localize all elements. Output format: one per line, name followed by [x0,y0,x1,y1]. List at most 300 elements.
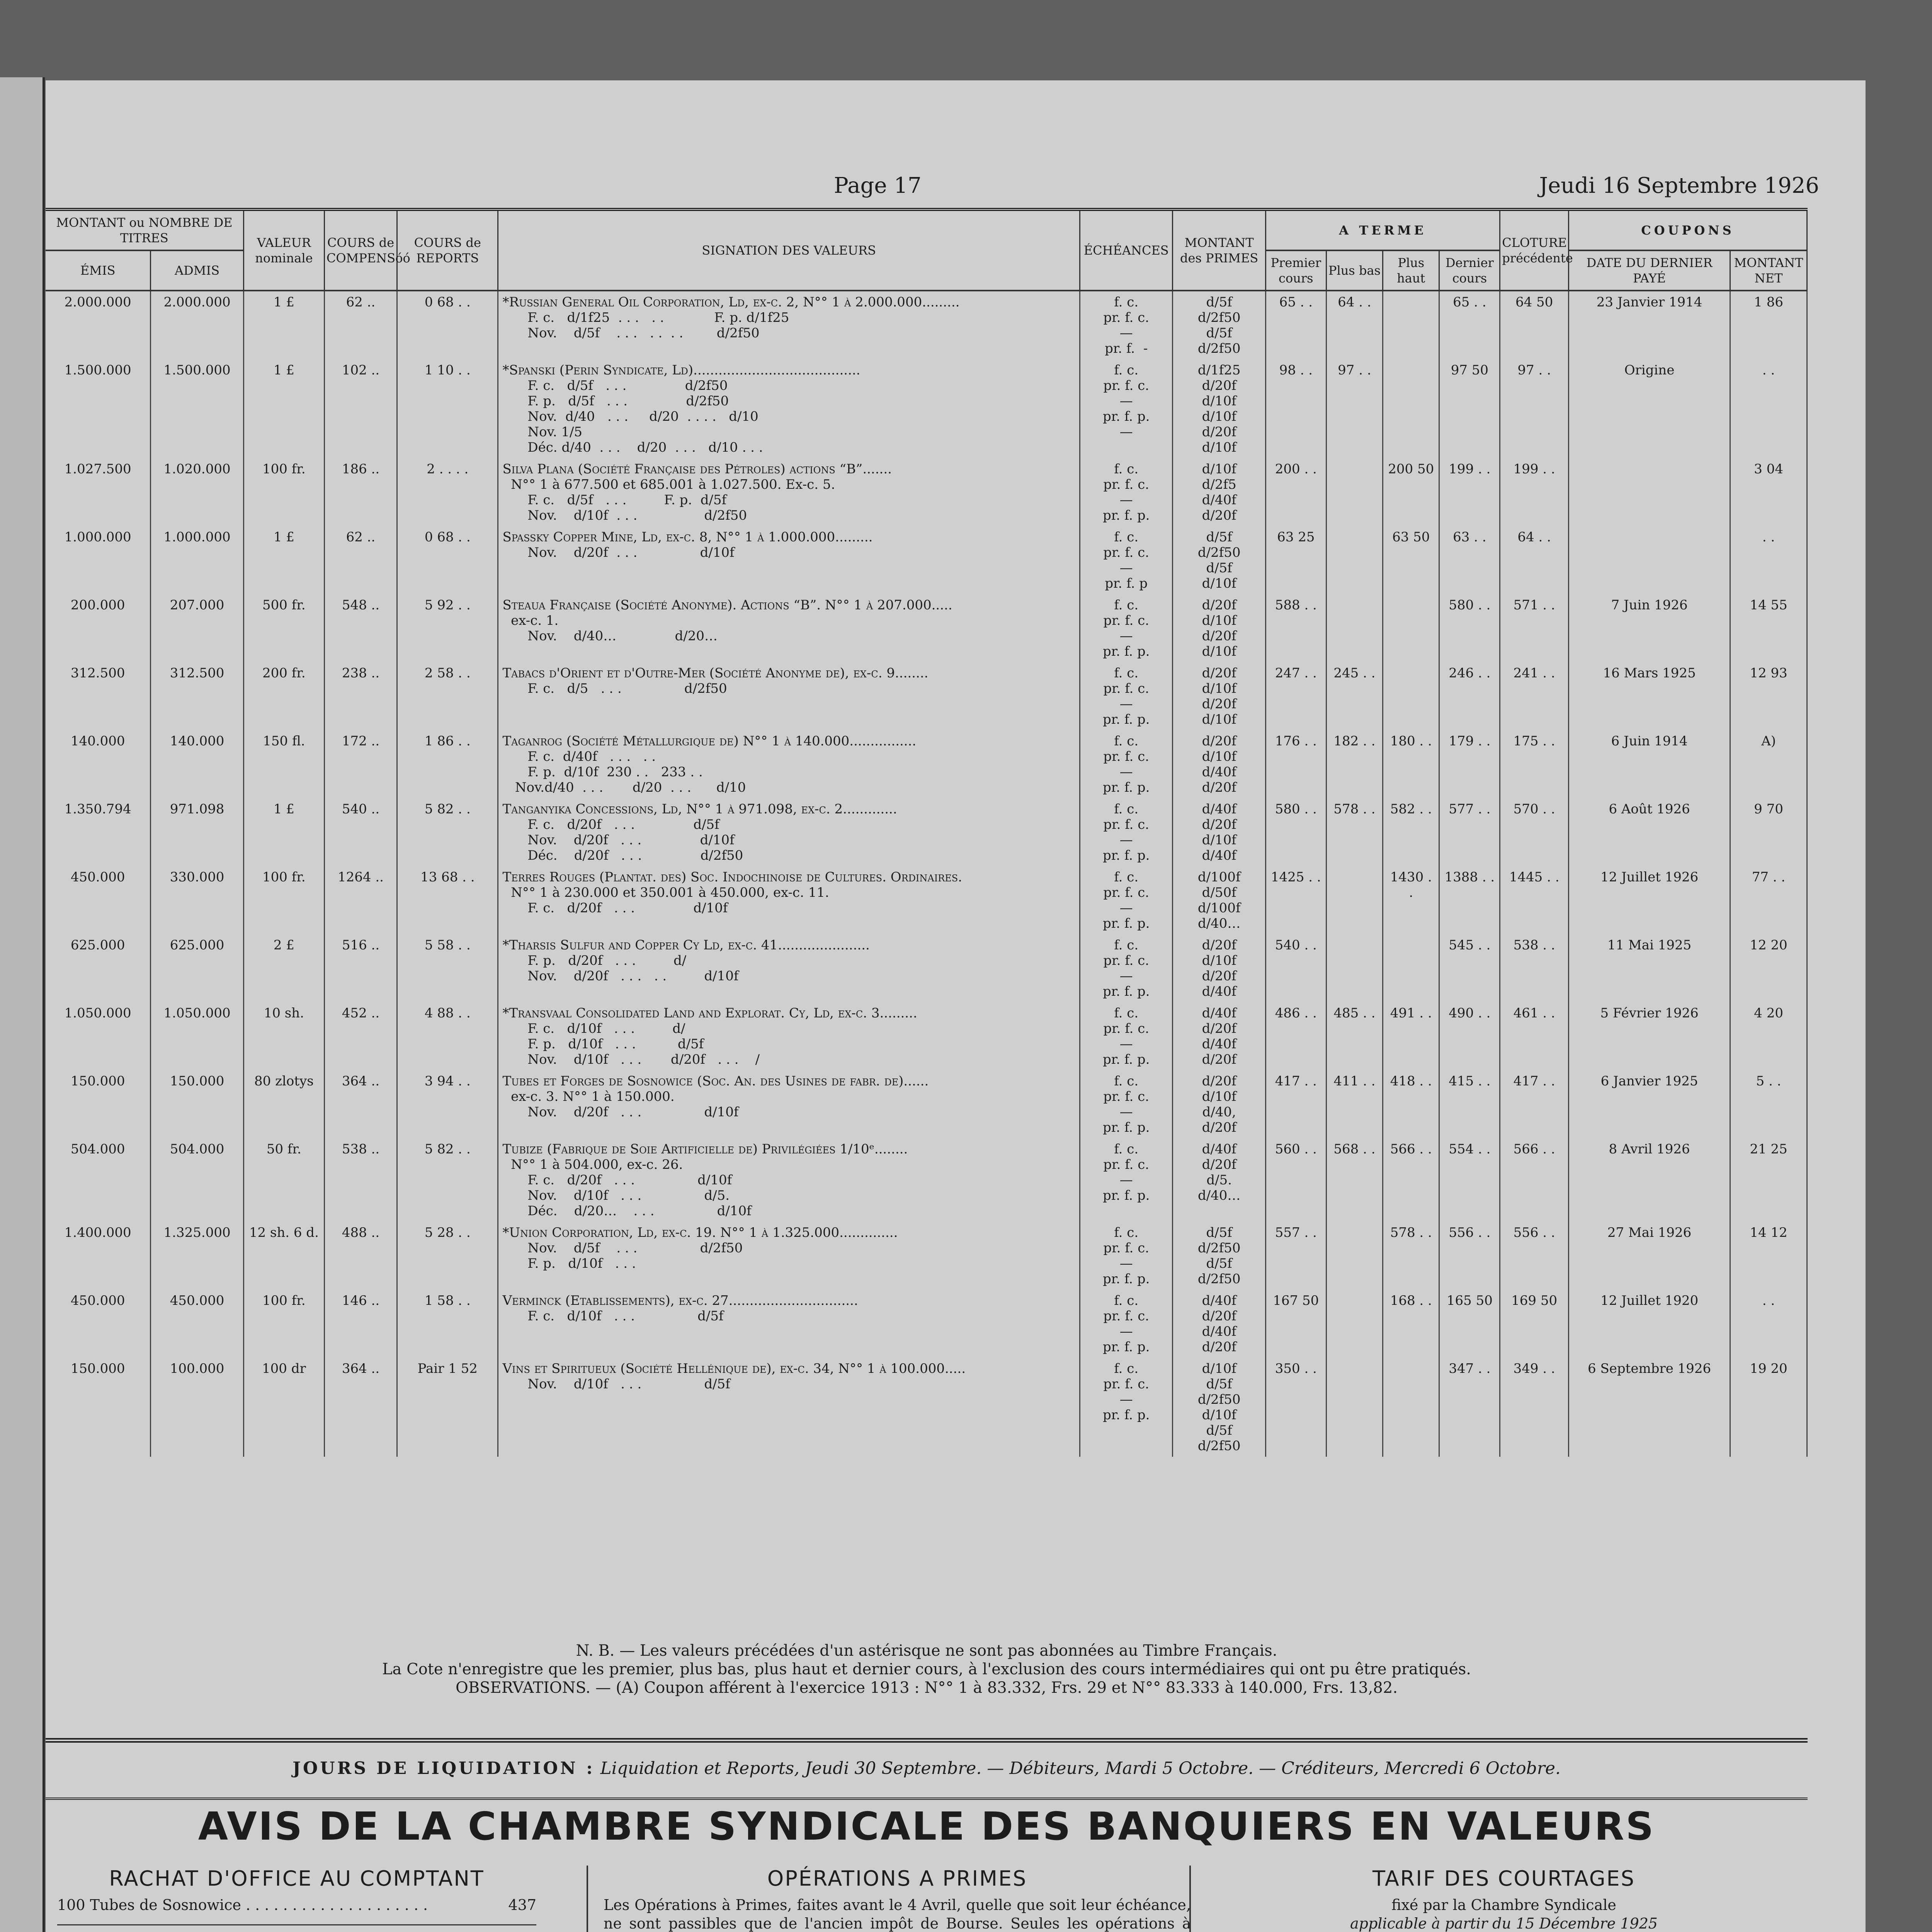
col-cloture: CLOTURE précédente [1500,211,1569,291]
cell-reports: 5 58 . . [397,934,498,1002]
cell-plus-bas [1326,594,1383,662]
cell-compens: 102 .. [324,359,397,458]
cell-emis: 625.000 [46,934,151,1002]
cell-primes: d/5f d/2f50 d/5f d/2f50 [1173,291,1265,359]
security-name: *Spanski (Perin Syndicate, Ld)........................................ [502,362,861,378]
cell-valeur: 1 £ [243,291,324,359]
cell-admis: 971.098 [151,798,243,866]
col-montant-nombre: MONTANT ou NOMBRE DE TITRES [46,211,243,250]
security-details: ex-c. 1. Nov. d/40… d/20… [511,613,718,644]
cell-valeur: 100 fr. [243,866,324,934]
cell-admis: 625.000 [151,934,243,1002]
cell-plus-bas: 245 . . [1326,662,1383,730]
cell-cloture: 461 . . [1500,1002,1569,1070]
security-name: Vins et Spiritueux (Société Hellénique de), ex-c. 34, N°° 1 à 100.000..... [502,1361,966,1376]
cell-montant-net: . . [1730,526,1807,594]
cell-emis: 1.500.000 [46,359,151,458]
cell-valeur: 50 fr. [243,1138,324,1222]
cell-primes: d/1f25 d/20f d/10f d/10f d/20f d/10f [1173,359,1265,458]
cell-date-coupon: 11 Mai 1925 [1569,934,1730,1002]
table-row [46,1290,1807,1358]
cell-plus-haut: 168 . . [1383,1290,1439,1358]
rachat-line-text: 100 Tubes de Sosnowice . . . . . . . . . . . . . . . . . . . . [57,1896,428,1913]
cell-emis: 312.500 [46,662,151,730]
col-montant-net: MONTANT NET [1730,250,1807,291]
table-row [46,1222,1807,1290]
primes-title: OPÉRATIONS A PRIMES [767,1866,1027,1891]
cell-plus-haut [1383,291,1439,359]
column-courtages [1189,1866,1801,1932]
cell-valeur: 100 dr [243,1358,324,1457]
cell-plus-bas [1326,934,1383,1002]
page-date: Jeudi 16 Septembre 1926 [1539,173,1819,198]
col-admis: ADMIS [151,250,243,291]
security-name: Tabacs d'Orient et d'Outre-Mer (Société Anonyme de), ex-c. 9........ [502,665,929,681]
cell-admis: 140.000 [151,730,243,798]
cell-primes: d/10f d/2f5 d/40f d/20f [1173,458,1265,526]
security-name: Taganrog (Société Métallurgique de) N°° 1 à 140.000................ [502,733,917,749]
cell-plus-haut: 566 . . [1383,1138,1439,1222]
security-name: Steaua Française (Société Anonyme). Actions “B”. N°° 1 à 207.000..... [502,597,952,613]
table-row [46,594,1807,662]
avis-chambre-title: AVIS DE LA CHAMBRE SYNDICALE DES BANQUIERS EN VALEURS [198,1804,1655,1849]
cell-signation [498,934,1080,1002]
cell-montant-net: 12 93 [1730,662,1807,730]
cell-montant-net: . . [1730,359,1807,458]
cell-premier: 350 . . [1265,1358,1326,1457]
cell-admis: 504.000 [151,1138,243,1222]
cell-echeances: f. c. pr. f. c. — pr. f. p. [1080,1222,1173,1290]
cell-montant-net: 19 20 [1730,1358,1807,1457]
cell-admis: 150.000 [151,1070,243,1138]
cell-emis: 450.000 [46,1290,151,1358]
cell-plus-bas [1326,526,1383,594]
security-details: N°° 1 à 677.500 et 685.001 à 1.027.500. Ex-c. 5. F. c. d/5f . . . F. p. d/5f Nov. d/10f . . . d/2f50 [511,477,835,523]
col-coupons: COUPONS [1569,211,1807,250]
cell-signation [498,1138,1080,1222]
cell-admis: 330.000 [151,866,243,934]
liquidation-banner [46,1738,1808,1800]
cell-plus-bas: 411 . . [1326,1070,1383,1138]
cell-echeances: f. c. pr. f. c. — pr. f. p. [1080,662,1173,730]
cell-admis: 1.325.000 [151,1222,243,1290]
cell-emis: 1.027.500 [46,458,151,526]
cell-signation [498,1358,1080,1457]
cell-primes: d/20f d/10f d/40f d/20f [1173,730,1265,798]
table-row [46,730,1807,798]
col-premier: Premier cours [1265,250,1326,291]
cell-signation [498,1222,1080,1290]
col-plus-bas: Plus bas [1326,250,1383,291]
table-row [46,662,1807,730]
cell-emis: 1.000.000 [46,526,151,594]
cell-dernier: 415 . . [1439,1070,1500,1138]
security-details: N°° 1 à 504.000, ex-c. 26. F. c. d/20f . . . d/10f Nov. d/10f . . . d/5. Déc. d/20… . . . d/10f [511,1157,752,1219]
cell-valeur: 500 fr. [243,594,324,662]
cell-reports: 1 58 . . [397,1290,498,1358]
cell-primes: d/5f d/2f50 d/5f d/10f [1173,526,1265,594]
previous-page-edge [0,77,45,1932]
cell-reports: 2 58 . . [397,662,498,730]
cell-plus-haut: 578 . . [1383,1222,1439,1290]
cell-signation [498,594,1080,662]
cell-premier: 176 . . [1265,730,1326,798]
table-row [46,458,1807,526]
cell-montant-net: 5 . . [1730,1070,1807,1138]
col-echeances: ÉCHÉANCES [1080,211,1173,291]
cell-admis: 450.000 [151,1290,243,1358]
cell-plus-bas: 97 . . [1326,359,1383,458]
security-name: Spassky Copper Mine, Ld, ex-c. 8, N°° 1 à 1.000.000......... [502,529,873,545]
rachat-line-value: 437 [508,1896,536,1913]
rachat-line [57,1896,536,1914]
cell-echeances: f. c. pr. f. c. — pr. f. p. [1080,730,1173,798]
cell-emis: 150.000 [46,1358,151,1457]
cell-emis: 140.000 [46,730,151,798]
liquidation-text: Liquidation et Reports, Jeudi 30 Septembre. — Débiteurs, Mardi 5 Octobre. — Créditeurs, Mercredi 6 Octobre. [600,1759,1561,1778]
cell-premier: 560 . . [1265,1138,1326,1222]
col-a-terme: A TERME [1265,211,1500,250]
cell-signation [498,1070,1080,1138]
cell-plus-haut [1383,934,1439,1002]
newspaper-page [46,80,1866,1932]
cell-dernier: 580 . . [1439,594,1500,662]
cell-dernier: 63 . . [1439,526,1500,594]
table-row [46,866,1807,934]
security-details: F. c. d/5 . . . d/2f50 [502,681,727,696]
security-name: Terres Rouges (Plantat. des) Soc. Indochinoise de Cultures. Ordinaires. [502,869,963,885]
cell-emis: 2.000.000 [46,291,151,359]
cell-compens: 364 .. [324,1358,397,1457]
cell-montant-net: 14 55 [1730,594,1807,662]
cell-compens: 62 .. [324,526,397,594]
cell-montant-net: 9 70 [1730,798,1807,866]
cell-dernier: 179 . . [1439,730,1500,798]
cell-signation [498,526,1080,594]
cell-primes: d/40f d/20f d/40f d/20f [1173,1002,1265,1070]
cell-cloture: 175 . . [1500,730,1569,798]
cell-compens: 238 .. [324,662,397,730]
cell-compens: 488 .. [324,1222,397,1290]
cell-dernier: 97 50 [1439,359,1500,458]
security-details: Nov. d/5f . . . d/2f50 F. p. d/10f . . . [527,1240,743,1271]
cell-cloture: 349 . . [1500,1358,1569,1457]
cell-premier: 200 . . [1265,458,1326,526]
cell-emis: 200.000 [46,594,151,662]
cell-date-coupon: 6 Août 1926 [1569,798,1730,866]
cell-compens: 452 .. [324,1002,397,1070]
security-name: *Transvaal Consolidated Land and Explorat. Cy, Ld, ex-c. 3......... [502,1005,917,1021]
cell-compens: 548 .. [324,594,397,662]
security-name: Tanganyika Concessions, Ld, N°° 1 à 971.098, ex-c. 2............. [502,801,897,817]
cell-date-coupon: 12 Juillet 1926 [1569,866,1730,934]
cell-emis: 504.000 [46,1138,151,1222]
cell-primes: d/100f d/50f d/100f d/40… [1173,866,1265,934]
table-row [46,934,1807,1002]
cell-date-coupon [1569,526,1730,594]
security-details: ex-c. 3. N°° 1 à 150.000. Nov. d/20f . . . d/10f [511,1089,739,1120]
cell-signation [498,291,1080,359]
cell-montant-net: 4 20 [1730,1002,1807,1070]
col-dernier: Dernier cours [1439,250,1500,291]
cell-date-coupon: 12 Juillet 1920 [1569,1290,1730,1358]
col-valeur: VALEUR nominale [243,211,324,291]
cell-signation [498,730,1080,798]
cell-dernier: 347 . . [1439,1358,1500,1457]
cell-cloture: 199 . . [1500,458,1569,526]
security-details: N°° 1 à 230.000 et 350.001 à 450.000, ex-c. 11. F. c. d/20f . . . d/10f [511,885,829,916]
cell-admis: 2.000.000 [151,291,243,359]
security-name: Verminck (Etablissements), ex-c. 27............................... [502,1293,858,1308]
cell-echeances: f. c. pr. f. c. — pr. f. p. [1080,1358,1173,1457]
cell-valeur: 1 £ [243,526,324,594]
cell-montant-net: 21 25 [1730,1138,1807,1222]
cell-premier: 167 50 [1265,1290,1326,1358]
security-details: F. c. d/10f . . . d/ F. p. d/10f . . . d/5f Nov. d/10f . . . d/20f . . . / [527,1021,760,1067]
security-details: Nov. d/20f . . . d/10f [502,545,735,560]
cell-dernier: 490 . . [1439,1002,1500,1070]
cell-date-coupon [1569,458,1730,526]
cell-plus-haut [1383,1358,1439,1457]
cell-echeances: f. c. pr. f. c. — pr. f. p [1080,526,1173,594]
cell-compens: 540 .. [324,798,397,866]
quotation-table [46,211,1808,1457]
cell-date-coupon: 5 Février 1926 [1569,1002,1730,1070]
cell-echeances: f. c. pr. f. c. — pr. f. p. [1080,934,1173,1002]
cell-emis: 1.350.794 [46,798,151,866]
cell-primes: d/20f d/10f d/20f d/10f [1173,662,1265,730]
cell-reports: 5 82 . . [397,798,498,866]
cell-echeances: f. c. pr. f. c. — pr. f. - [1080,291,1173,359]
cell-echeances: f. c. pr. f. c. — pr. f. p. [1080,594,1173,662]
cell-admis: 1.500.000 [151,359,243,458]
cell-echeances: f. c. pr. f. c. — pr. f. p. [1080,866,1173,934]
col-emis: ÉMIS [46,250,151,291]
cell-primes: d/20f d/10f d/20f d/10f [1173,594,1265,662]
cell-echeances: f. c. pr. f. c. — pr. f. p. [1080,1138,1173,1222]
cell-valeur: 150 fl. [243,730,324,798]
cell-plus-haut [1383,594,1439,662]
page-number: Page 17 [834,173,922,198]
col-plus-haut: Plus haut [1383,250,1439,291]
cell-admis: 100.000 [151,1358,243,1457]
cell-premier: 588 . . [1265,594,1326,662]
cell-date-coupon: 6 Juin 1914 [1569,730,1730,798]
cell-emis: 1.400.000 [46,1222,151,1290]
cell-signation [498,458,1080,526]
cell-premier: 98 . . [1265,359,1326,458]
cell-cloture: 538 . . [1500,934,1569,1002]
cell-date-coupon: Origine [1569,359,1730,458]
cell-montant-net: 3 04 [1730,458,1807,526]
cell-date-coupon: 16 Mars 1925 [1569,662,1730,730]
courtages-sub: fixé par la Chambre Syndicale [1391,1896,1616,1913]
col-signation: SIGNATION DES VALEURS [498,211,1080,291]
table-row [46,526,1807,594]
cell-valeur: 10 sh. [243,1002,324,1070]
security-details: F. c. d/10f . . . d/5f [502,1308,724,1324]
security-details: F. c. d/20f . . . d/5f Nov. d/20f . . . d/10f Déc. d/20f . . . d/2f50 [527,817,743,863]
cell-dernier: 1388 . . [1439,866,1500,934]
cell-montant-net: . . [1730,1290,1807,1358]
cell-primes: d/20f d/10f d/40, d/20f [1173,1070,1265,1138]
cell-valeur: 100 fr. [243,1290,324,1358]
cell-plus-haut: 180 . . [1383,730,1439,798]
primes-text: Les Opérations à Primes, faites avant le 4 Avril, quelle que soit leur échéance, ne sont passibles que de l'ancien impôt de Bourse. Seules les opérations à [604,1896,1191,1932]
cell-echeances: f. c. pr. f. c. — pr. f. p. [1080,1002,1173,1070]
cell-plus-bas: 568 . . [1326,1138,1383,1222]
note-cote: La Cote n'enregistre que les premier, plus bas, plus haut et dernier cours, à l'exclusion des cours intermédiaires qui ont pu être pratiqués. [382,1660,1471,1678]
cell-valeur: 1 £ [243,798,324,866]
cell-plus-haut: 1430 . . [1383,866,1439,934]
cell-reports: 0 68 . . [397,291,498,359]
cell-primes: d/10f d/5f d/2f50 d/10f d/5f d/2f50 [1173,1358,1265,1457]
cell-date-coupon: 6 Septembre 1926 [1569,1358,1730,1457]
cell-reports: 13 68 . . [397,866,498,934]
table-row [46,1358,1807,1457]
col-montant-primes: MONTANT des PRIMES [1173,211,1265,291]
cell-signation [498,1002,1080,1070]
cell-plus-bas: 485 . . [1326,1002,1383,1070]
cell-dernier: 199 . . [1439,458,1500,526]
table-row [46,798,1807,866]
security-details: Nov. d/10f . . . d/5f [502,1376,730,1392]
cell-reports: 5 92 . . [397,594,498,662]
cell-valeur: 2 £ [243,934,324,1002]
cell-plus-haut: 418 . . [1383,1070,1439,1138]
cell-cloture: 417 . . [1500,1070,1569,1138]
cell-reports: 4 88 . . [397,1002,498,1070]
cell-admis: 1.020.000 [151,458,243,526]
cell-plus-bas [1326,458,1383,526]
cell-premier: 247 . . [1265,662,1326,730]
cell-date-coupon: 8 Avril 1926 [1569,1138,1730,1222]
security-name: *Tharsis Sulfur and Copper Cy Ld, ex-c. 41...................... [502,937,870,953]
cell-admis: 1.000.000 [151,526,243,594]
cell-primes: d/40f d/20f d/5. d/40… [1173,1138,1265,1222]
cell-cloture: 1445 . . [1500,866,1569,934]
cell-plus-bas [1326,866,1383,934]
cell-premier: 540 . . [1265,934,1326,1002]
cell-primes: d/20f d/10f d/20f d/40f [1173,934,1265,1002]
cell-montant-net: 14 12 [1730,1222,1807,1290]
cell-valeur: 12 sh. 6 d. [243,1222,324,1290]
cell-emis: 450.000 [46,866,151,934]
column-rachat [57,1866,536,1932]
cell-montant-net: 1 86 [1730,291,1807,359]
column-primes [587,1866,1191,1932]
cell-plus-haut: 200 50 [1383,458,1439,526]
cell-plus-bas [1326,1222,1383,1290]
cell-echeances: f. c. pr. f. c. — pr. f. p. [1080,1290,1173,1358]
cell-reports: Pair 1 52 [397,1358,498,1457]
cell-compens: 146 .. [324,1290,397,1358]
security-details: F. c. d/5f . . . d/2f50 F. p. d/5f . . . d/2f50 Nov. d/40 . . . d/20 . . . . d/10 Nov. 1/5 Déc. d/40 . . . d/20 . . . d/10 . . . [527,378,763,455]
cell-valeur: 200 fr. [243,662,324,730]
cell-date-coupon: 6 Janvier 1925 [1569,1070,1730,1138]
cell-plus-bas: 64 . . [1326,291,1383,359]
cell-date-coupon: 7 Juin 1926 [1569,594,1730,662]
cell-premier: 1425 . . [1265,866,1326,934]
cell-dernier: 554 . . [1439,1138,1500,1222]
security-name: Tubize (Fabrique de Soie Artificielle de) Privilégiées 1/10ᵉ........ [502,1141,908,1157]
liquidation-label: JOURS DE LIQUIDATION : [293,1759,595,1778]
cell-signation [498,1290,1080,1358]
cell-admis: 207.000 [151,594,243,662]
cell-plus-haut: 491 . . [1383,1002,1439,1070]
cell-echeances: f. c. pr. f. c. — pr. f. p. [1080,1070,1173,1138]
security-name: *Russian General Oil Corporation, Ld, ex-c. 2, N°° 1 à 2.000.000......... [502,294,960,310]
cell-date-coupon: 23 Janvier 1914 [1569,291,1730,359]
cell-cloture: 241 . . [1500,662,1569,730]
cell-echeances: f. c. pr. f. c. — pr. f. p. [1080,458,1173,526]
quotation-table-wrapper [46,208,1808,1743]
cell-cloture: 570 . . [1500,798,1569,866]
cell-cloture: 556 . . [1500,1222,1569,1290]
cell-plus-bas [1326,1290,1383,1358]
cell-primes: d/40f d/20f d/40f d/20f [1173,1290,1265,1358]
cell-dernier: 556 . . [1439,1222,1500,1290]
cell-plus-bas: 578 . . [1326,798,1383,866]
col-cours-compens: COURS de COMPENSóó [324,211,397,291]
cell-reports: 0 68 . . [397,526,498,594]
col-cours-reports: COURS de REPORTS [397,211,498,291]
table-row [46,1002,1807,1070]
cell-plus-bas [1326,1358,1383,1457]
cell-date-coupon: 27 Mai 1926 [1569,1222,1730,1290]
security-details: F. p. d/20f . . . d/ Nov. d/20f . . . . . d/10f [527,953,739,984]
note-observations: OBSERVATIONS. — (A) Coupon afférent à l'exercice 1913 : N°° 1 à 83.332, Frs. 29 et N°° 83.333 à 140.000, Frs. 13,82. [455,1679,1398,1697]
cell-valeur: 100 fr. [243,458,324,526]
cell-premier: 557 . . [1265,1222,1326,1290]
table-row [46,1070,1807,1138]
cell-reports: 1 10 . . [397,359,498,458]
cell-dernier: 165 50 [1439,1290,1500,1358]
note-nb: N. B. — Les valeurs précédées d'un astérisque ne sont pas abonnées au Timbre Français. [576,1642,1277,1660]
courtages-title: TARIF DES COURTAGES [1372,1866,1635,1891]
cell-compens: 186 .. [324,458,397,526]
cell-dernier: 246 . . [1439,662,1500,730]
cell-reports: 2 . . . . [397,458,498,526]
cell-cloture: 571 . . [1500,594,1569,662]
cell-signation [498,359,1080,458]
cell-plus-haut: 582 . . [1383,798,1439,866]
cell-primes: d/40f d/20f d/10f d/40f [1173,798,1265,866]
table-notes [46,1641,1808,1697]
cell-reports: 1 86 . . [397,730,498,798]
divider [57,1924,536,1925]
cell-montant-net: A) [1730,730,1807,798]
cell-echeances: f. c. pr. f. c. — pr. f. p. [1080,798,1173,866]
cell-admis: 312.500 [151,662,243,730]
security-details: F. c. d/1f25 . . . . . F. p. d/1f25 Nov. d/5f . . . . . . . d/2f50 [527,310,789,341]
table-row [46,1138,1807,1222]
cell-premier: 65 . . [1265,291,1326,359]
cell-valeur: 1 £ [243,359,324,458]
cell-emis: 150.000 [46,1070,151,1138]
security-details: F. c. d/40f . . . . . F. p. d/10f 230 . . 233 . . Nov.d/40 . . . d/20 . . . d/10 [515,749,746,795]
cell-admis: 1.050.000 [151,1002,243,1070]
cell-valeur: 80 zlotys [243,1070,324,1138]
cell-plus-haut [1383,359,1439,458]
cell-compens: 172 .. [324,730,397,798]
security-name: Tubes et Forges de Sosnowice (Soc. An. des Usines de fabr. de)...... [502,1073,929,1089]
cell-plus-haut [1383,662,1439,730]
cell-reports: 5 82 . . [397,1138,498,1222]
cell-reports: 5 28 . . [397,1222,498,1290]
cell-signation [498,798,1080,866]
cell-plus-bas: 182 . . [1326,730,1383,798]
